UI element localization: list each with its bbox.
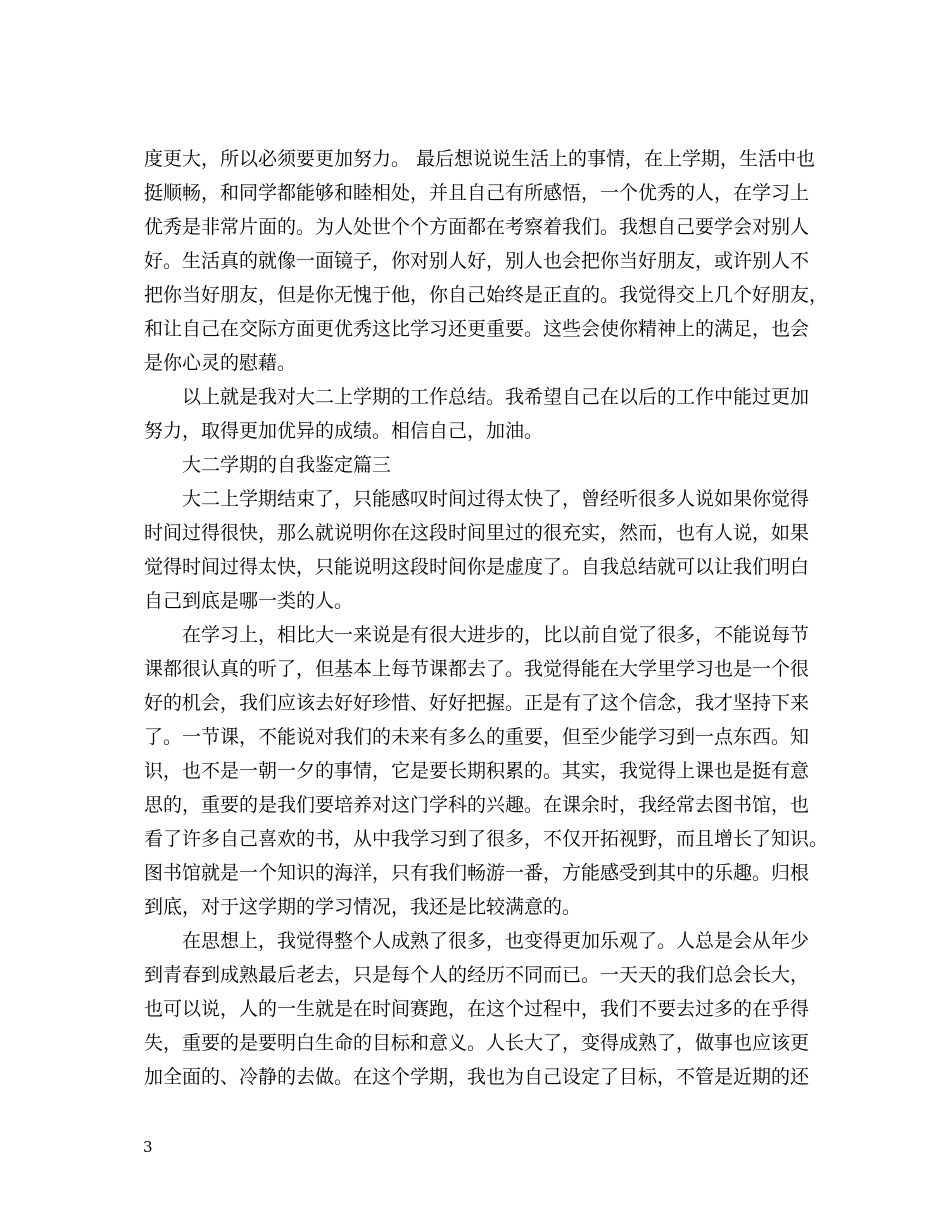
text-line: 加全面的、冷静的去做。在这个学期，我也为自己设定了目标，不管是近期的还 [144, 1066, 810, 1088]
text-line: 思的，重要的是我们要培养对这门学科的兴趣。在课余时，我经常去图书馆，也 [144, 794, 810, 816]
text-line: 挺顺畅，和同学都能够和睦相处，并且自己有所感悟，一个优秀的人，在学习上 [144, 182, 810, 204]
text-line: 时间过得很快，那么就说明你在这段时间里过的很充实，然而，也有人说，如果 [144, 522, 810, 544]
text-line: 自己到底是哪一类的人。 [144, 590, 354, 612]
text-line: 在思想上，我觉得整个人成熟了很多，也变得更加乐观了。人总是会从年少 [182, 930, 810, 952]
text-line: 图书馆就是一个知识的海洋，只有我们畅游一番，方能感受到其中的乐趣。归根 [144, 862, 810, 884]
text-line: 识，也不是一朝一夕的事情，它是要长期积累的。其实，我觉得上课也是挺有意 [144, 760, 810, 782]
text-line: 以上就是我对大二上学期的工作总结。我希望自己在以后的工作中能过更加 [182, 386, 810, 408]
text-line: 觉得时间过得太快，只能说明这段时间你是虚度了。自我总结就可以让我们明白 [144, 556, 810, 578]
text-line: 把你当好朋友，但是你无愧于他，你自己始终是正直的。我觉得交上几个好朋友， [144, 284, 829, 306]
text-line: 在学习上，相比大一来说是有很大进步的，比以前自觉了很多，不能说每节 [182, 624, 810, 646]
text-line: 失，重要的是要明白生命的目标和意义。人长大了，变得成熟了，做事也应该更 [144, 1032, 810, 1054]
page-number: 3 [143, 1138, 153, 1156]
text-line: 是你心灵的慰藉。 [144, 352, 297, 374]
text-line: 和让自己在交际方面更优秀这比学习还更重要。这些会使你精神上的满足，也会 [144, 318, 810, 340]
text-line: 到青春到成熟最后老去，只是每个人的经历不同而已。一天天的我们总会长大， [144, 964, 810, 986]
text-line: 看了许多自己喜欢的书，从中我学习到了很多，不仅开拓视野，而且增长了知识。 [144, 828, 829, 850]
text-line: 度更大，所以必须要更加努力。 最后想说说生活上的事情，在上学期，生活中也 [144, 148, 816, 170]
text-line: 大二上学期结束了，只能感叹时间过得太快了，曾经听很多人说如果你觉得 [182, 488, 810, 510]
section-heading: 大二学期的自我鉴定篇三 [182, 454, 392, 476]
text-line: 课都很认真的听了，但基本上每节课都去了。我觉得能在大学里学习也是一个很 [144, 658, 810, 680]
text-line: 到底，对于这学期的学习情况，我还是比较满意的。 [144, 896, 582, 918]
text-line: 优秀是非常片面的。为人处世个个方面都在考察着我们。我想自己要学会对别人 [144, 216, 810, 238]
text-line: 也可以说，人的一生就是在时间赛跑，在这个过程中，我们不要去过多的在乎得 [144, 998, 810, 1020]
text-line: 好。生活真的就像一面镜子，你对别人好，别人也会把你当好朋友，或许别人不 [144, 250, 810, 272]
text-line: 了。一节课，不能说对我们的未来有多么的重要，但至少能学习到一点东西。知 [144, 726, 810, 748]
text-line: 努力，取得更加优异的成绩。相信自己，加油。 [144, 420, 544, 442]
text-line: 好的机会，我们应该去好好珍惜、好好把握。正是有了这个信念，我才坚持下来 [144, 692, 810, 714]
